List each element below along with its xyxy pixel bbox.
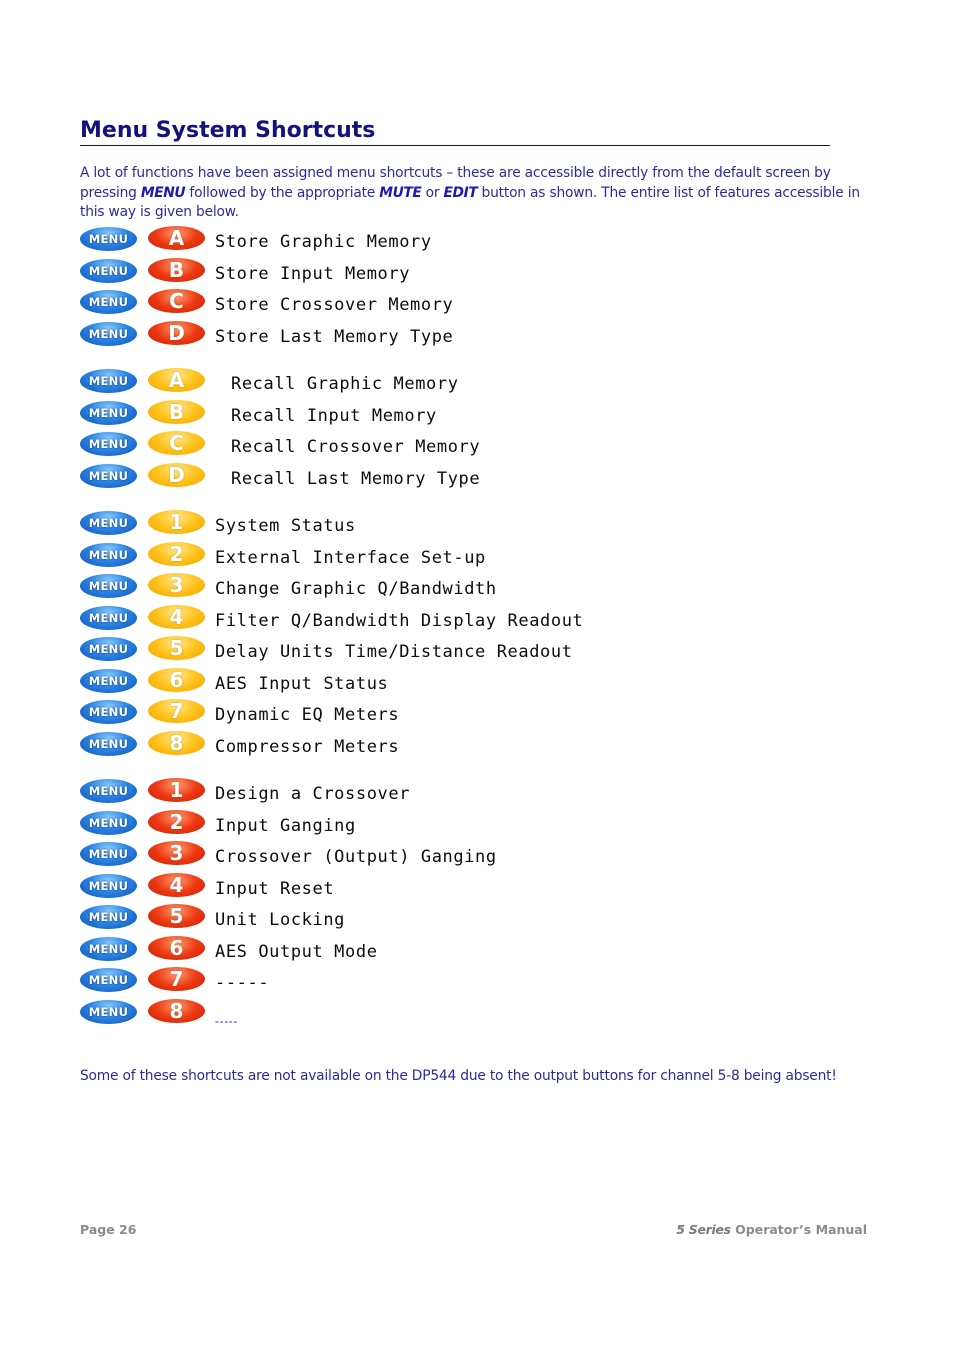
edit-keyword: EDIT [443, 184, 478, 201]
shortcut-label: Change Graphic Q/Bandwidth [215, 579, 497, 599]
shortcut-label: Store Input Memory [215, 263, 411, 284]
page-title: Menu System Shortcuts [80, 116, 830, 146]
menu-button-icon: MENU [80, 637, 137, 661]
menu-button-icon: MENU [80, 937, 137, 961]
shortcut-label: Crossover (Output) Ganging [215, 847, 497, 867]
key-button-icon: 1 [148, 510, 205, 534]
shortcut-label: AES Output Mode [215, 941, 378, 962]
shortcut-label: AES Input Status [215, 673, 389, 694]
key-button-icon: 3 [148, 573, 205, 597]
shortcut-label: Store Last Memory Type [215, 326, 454, 347]
shortcut-label: ----- [215, 973, 270, 993]
menu-button-icon: MENU [80, 464, 137, 488]
shortcut-label: Store Crossover Memory [215, 295, 454, 315]
menu-button-icon: MENU [80, 968, 137, 992]
menu-button-icon: MENU [80, 606, 137, 630]
shortcut-label: Store Graphic Memory [215, 232, 432, 252]
shortcut-label: Unit Locking [215, 910, 346, 930]
shortcut-label: External Interface Set-up [215, 547, 486, 568]
menu-button-icon: MENU [80, 732, 137, 756]
shortcut-label: Recall Graphic Memory [231, 374, 459, 394]
page-number: Page 26 [80, 1222, 137, 1237]
manual-name: Operator’s Manual [730, 1222, 867, 1237]
key-button-icon: 7 [148, 967, 205, 991]
intro-text-2: followed by the appropriate [185, 184, 380, 201]
key-button-icon: C [148, 431, 205, 455]
key-button-icon: 1 [148, 778, 205, 802]
key-button-icon: C [148, 289, 205, 313]
key-button-icon: 5 [148, 904, 205, 928]
menu-button-icon: MENU [80, 369, 137, 393]
menu-button-icon: MENU [80, 574, 137, 598]
key-button-icon: 8 [148, 731, 205, 755]
shortcut-label: Dynamic EQ Meters [215, 705, 400, 725]
shortcut-label: Filter Q/Bandwidth Display Readout [215, 610, 584, 631]
key-button-icon: D [148, 463, 205, 487]
shortcut-label: Delay Units Time/Distance Readout [215, 642, 573, 662]
menu-button-icon: MENU [80, 905, 137, 929]
menu-button-icon: MENU [80, 779, 137, 803]
menu-keyword: MENU [140, 184, 186, 201]
key-button-icon: A [148, 226, 205, 250]
shortcut-label: Design a Crossover [215, 784, 411, 804]
shortcut-label: Recall Last Memory Type [231, 468, 481, 489]
shortcut-label: Recall Input Memory [231, 405, 437, 426]
shortcut-label: ----- [215, 1013, 238, 1028]
key-button-icon: 4 [148, 605, 205, 629]
mute-keyword: MUTE [379, 184, 422, 201]
menu-button-icon: MENU [80, 259, 137, 283]
key-button-icon: 5 [148, 636, 205, 660]
shortcut-label: Input Reset [215, 878, 335, 899]
key-button-icon: B [148, 258, 205, 282]
key-button-icon: A [148, 368, 205, 392]
key-button-icon: 6 [148, 936, 205, 960]
series-name: 5 Series [676, 1222, 731, 1237]
intro-paragraph [80, 164, 870, 223]
intro-text-4: button as shown. The entire list of features accessible in this way is given below. [80, 184, 860, 221]
key-button-icon: 8 [148, 999, 205, 1023]
key-button-icon: 2 [148, 542, 205, 566]
key-button-icon: 6 [148, 668, 205, 692]
key-button-icon: 4 [148, 873, 205, 897]
key-button-icon: 2 [148, 810, 205, 834]
key-button-icon: D [148, 321, 205, 345]
key-button-icon: 7 [148, 699, 205, 723]
intro-text-3: or [421, 184, 444, 201]
menu-button-icon: MENU [80, 842, 137, 866]
menu-button-icon: MENU [80, 290, 137, 314]
key-button-icon: B [148, 400, 205, 424]
menu-button-icon: MENU [80, 811, 137, 835]
key-button-icon: 3 [148, 841, 205, 865]
menu-button-icon: MENU [80, 700, 137, 724]
shortcut-label: Compressor Meters [215, 736, 400, 757]
menu-button-icon: MENU [80, 401, 137, 425]
shortcut-label: Input Ganging [215, 815, 356, 836]
shortcut-label: System Status [215, 516, 356, 536]
shortcut-label: Recall Crossover Memory [231, 437, 481, 457]
intro-text-1: A lot of functions have been assigned menu shortcuts – these are accessible directly from the default screen by pressing [80, 165, 831, 201]
manual-title [676, 1222, 867, 1237]
availability-note: Some of these shortcuts are not available on the DP544 due to the output buttons for channel 5-8 being absent! [80, 1068, 837, 1084]
menu-button-icon: MENU [80, 432, 137, 456]
menu-button-icon: MENU [80, 322, 137, 346]
menu-button-icon: MENU [80, 511, 137, 535]
menu-button-icon: MENU [80, 543, 137, 567]
menu-button-icon: MENU [80, 1000, 137, 1024]
menu-button-icon: MENU [80, 227, 137, 251]
menu-button-icon: MENU [80, 874, 137, 898]
menu-button-icon: MENU [80, 669, 137, 693]
